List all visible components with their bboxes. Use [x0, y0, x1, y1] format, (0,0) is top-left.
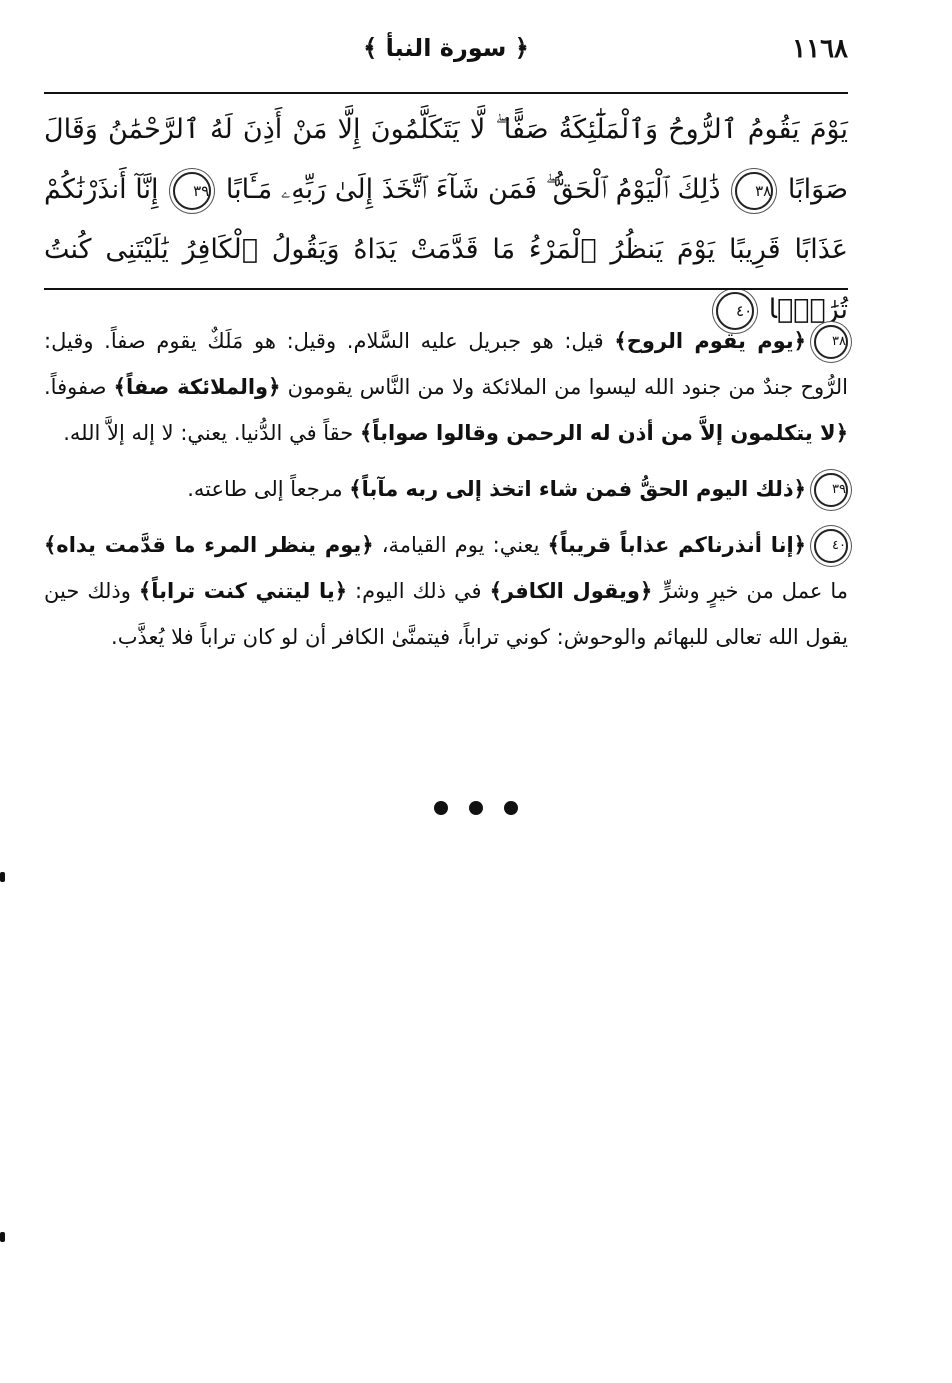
ornament-dot [434, 801, 448, 815]
quran-divider [44, 288, 848, 290]
scan-edge-mark [0, 872, 5, 882]
page-header [44, 30, 848, 74]
commentary-text: وذلك حين يقول الله تعالى للبهائم والوحوش: كوني تراباً، فيتمنَّىٰ الكافر أن لو كان تراباً فلا يُعذَّب. [44, 579, 848, 649]
commentary-text: يعني: يوم القيامة، [373, 533, 548, 557]
ayah-number-marker: ٣٩ [173, 172, 211, 210]
commentary-entry [44, 318, 848, 456]
ayah-number-badge: ٣٩ [814, 473, 848, 507]
commentary-text: حقاً في الدُّنيا. يعني: لا إله إلاَّ الله. [63, 421, 360, 445]
commentary-text: في ذلك اليوم: [347, 579, 490, 603]
section-end-ornament [0, 800, 952, 819]
header-divider [44, 92, 848, 94]
surah-title: ﴿ سورة النبأ ﴾ [363, 34, 529, 62]
ayah-number-badge: ٣٨ [814, 325, 848, 359]
commentary-text: صفوفاً. [44, 375, 114, 399]
ornament-dot [504, 801, 518, 815]
quoted-verse: ﴿يوم يقوم الروح﴾ [614, 329, 806, 353]
commentary-text: ما عمل من خيرٍ وشرٍّ [652, 579, 849, 603]
ayah-text: إِنَّآ أَنذَرْنَٰكُمْ عَذَابًا قَرِيبًا يَوْمَ يَنظُرُ ٱلْمَرْءُ مَا قَدَّمَتْ يَدَاهُ وَيَقُولُ ٱلْكَافِرُ يَٰلَيْتَنِى كُنتُ تُرَٰبًۢا [44, 174, 848, 325]
commentary-block [44, 318, 848, 670]
ayah-text: ذَٰلِكَ ٱلْيَوْمُ ٱلْحَقُّ ۖ فَمَن شَآءَ ٱتَّخَذَ إِلَىٰ رَبِّهِۦ مَـَٔابًا [225, 174, 721, 205]
quran-text-block [44, 100, 848, 340]
quoted-verse: ﴿لا يتكلمون إلاَّ من أذن له الرحمن وقالوا صواباً﴾ [359, 421, 848, 445]
page-number: ١١٦٨ [792, 34, 848, 64]
commentary-entry [44, 466, 848, 512]
quoted-verse: ﴿إنا أنذرناكم عذاباً قريباً﴾ [547, 533, 806, 557]
quoted-verse: ﴿ذلك اليوم الحقُّ فمن شاء اتخذ إلى ربه مآباً﴾ [349, 477, 806, 501]
ayah-text: يَوْمَ يَقُومُ ٱلرُّوحُ وَٱلْمَلَٰٓئِكَةُ صَفًّا ۖ لَّا يَتَكَلَّمُونَ إِلَّا مَنْ أَذِنَ لَهُ ٱلرَّحْمَٰنُ وَقَالَ صَوَابًا [44, 114, 849, 205]
quoted-verse: ﴿يا ليتني كنت تراباً﴾ [138, 579, 348, 603]
quoted-verse: ﴿يوم ينظر المرء ما قدَّمت يداه﴾ [44, 533, 374, 557]
quoted-verse: ﴿والملائكة صفاً﴾ [113, 375, 281, 399]
ornament-dot [469, 801, 483, 815]
quoted-verse: ﴿ويقول الكافر﴾ [489, 579, 653, 603]
commentary-text: قيل: هو جبريل عليه السَّلام. وقيل: هو مَلَكٌ يقوم صفاً. وقيل: الرُّوح جندٌ من جنود الله ليسوا من الملائكة ولا من النَّاس يقومون [44, 329, 848, 399]
commentary-text: مرجعاً إلى طاعته. [187, 477, 350, 501]
scan-edge-mark [0, 1232, 5, 1242]
ayah-number-marker: ٤٠ [716, 292, 754, 330]
ayah-number-marker: ٣٨ [735, 172, 773, 210]
ayah-number-badge: ٤٠ [814, 529, 848, 563]
commentary-entry [44, 522, 848, 660]
